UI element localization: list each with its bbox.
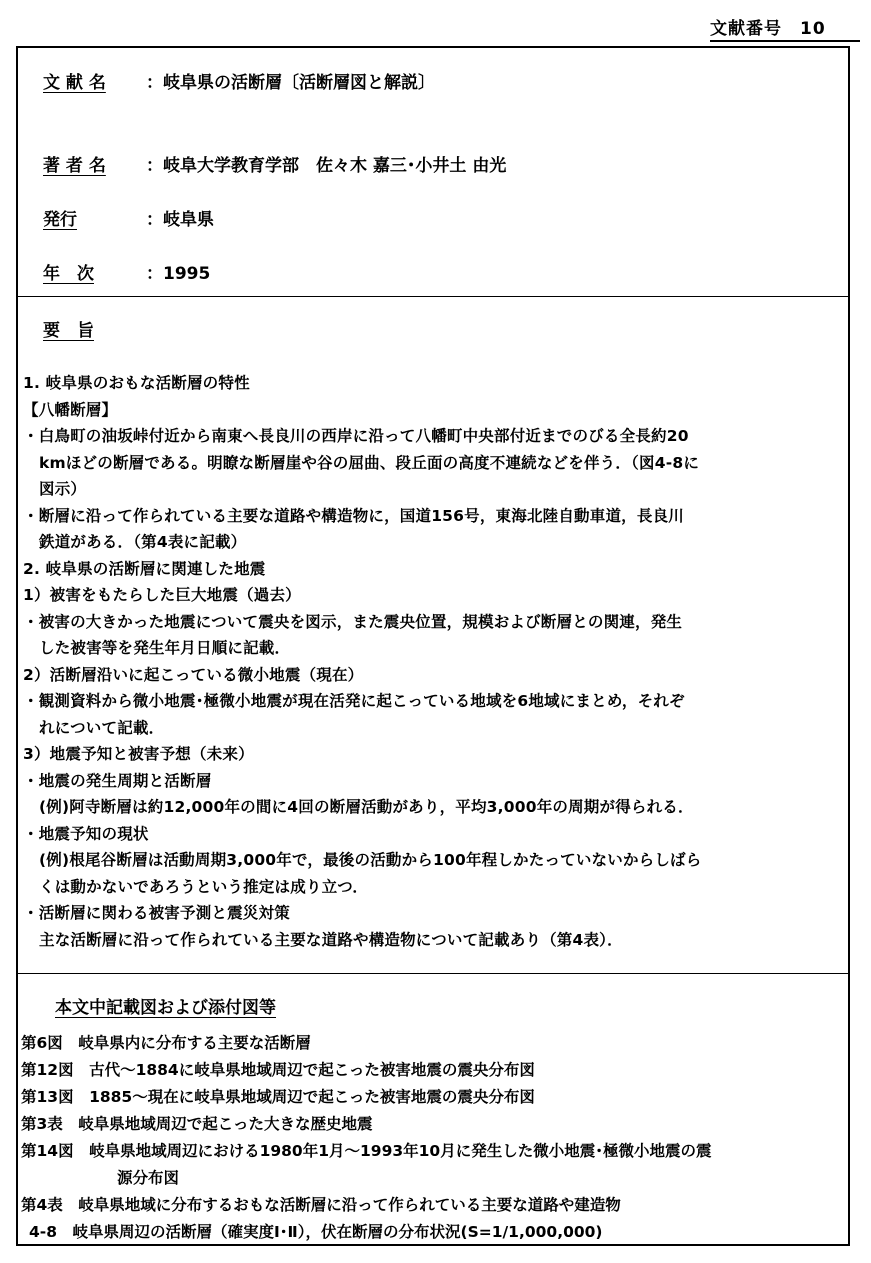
author-row xyxy=(43,151,506,176)
summary-line: 3）地震予知と被害予想（未来） xyxy=(23,745,254,763)
publisher-value: ：岐阜県 xyxy=(146,210,214,230)
summary-line: くは動かないであろうという推定は成り立つ． xyxy=(39,877,369,896)
summary-line: ・活断層に関わる被害予測と震災対策 xyxy=(23,904,290,922)
publisher-label: 発行 xyxy=(43,210,77,230)
summary-line: ・地震の発生周期と活断層 xyxy=(23,771,212,790)
summary-line: ・被害の大きかった地震について震央を図示，また震央位置，規模および断層との関連，発生 xyxy=(23,612,683,631)
summary-line: ・観測資料から微小地震･極微小地震が現在活発に起こっている地域を6地域にまとめ，それぞ xyxy=(23,692,685,710)
figure-line: 第3表 岐阜県地域周辺で起こった大きな歴史地震 xyxy=(21,1115,373,1133)
title-row xyxy=(43,68,435,93)
summary-line: した被害等を発生年月日順に記載． xyxy=(39,639,291,657)
year-row xyxy=(43,259,210,284)
publisher-row xyxy=(43,205,214,230)
figure-line: 源分布図 xyxy=(117,1169,180,1187)
year-label: 年 次 xyxy=(43,264,94,284)
figure-line: 4-8 岐阜県周辺の活断層（確実度Ⅰ･Ⅱ），伏在断層の分布状況(S=1/1,000,000) xyxy=(29,1223,603,1241)
year-value: ：1995 xyxy=(146,264,211,284)
summary-body xyxy=(23,370,849,953)
title-value: ：岐阜県の活断層〔活断層図と解説〕 xyxy=(146,73,435,93)
summary-line: 鉄道がある．（第4表に記載） xyxy=(39,533,247,551)
figures-heading: 本文中記載図および添付図等 xyxy=(55,998,276,1018)
document-number: 文献番号 10 xyxy=(710,14,860,42)
figure-line: 第13図 1885～現在に岐阜県地域周辺で起こった被害地震の震央分布図 xyxy=(21,1088,535,1106)
summary-line: れについて記載． xyxy=(39,718,165,737)
summary-line: ・断層に沿って作られている主要な道路や構造物に，国道156号，東海北陸自動車道，長良川 xyxy=(23,506,684,525)
figure-line: 第12図 古代～1884に岐阜県地域周辺で起こった被害地震の震央分布図 xyxy=(21,1061,535,1079)
summary-line: 2. 岐阜県の活断層に関連した地震 xyxy=(23,559,266,578)
title-label: 文 献 名 xyxy=(43,73,106,93)
summary-line: kmほどの断層である。明瞭な断層崖や谷の屈曲、段丘面の高度不連続などを伴う．（図4-8に xyxy=(39,453,700,472)
summary-line: 【八幡断層】 xyxy=(23,400,118,419)
author-label: 著 者 名 xyxy=(43,156,106,176)
summary-line: 1. 岐阜県のおもな活断層の特性 xyxy=(23,374,250,392)
author-value: ：岐阜大学教育学部 佐々木 嘉三･小井土 由光 xyxy=(146,156,507,176)
section-divider-header xyxy=(18,296,848,297)
summary-line: (例)阿寺断層は約12,000年の間に4回の断層活動があり，平均3,000年の周期が得られる． xyxy=(39,798,694,816)
summary-line: (例)根尾谷断層は活動周期3,000年で，最後の活動から100年程しかたっていないからしばら xyxy=(39,851,702,869)
figure-line: 第4表 岐阜県地域に分布するおもな活断層に沿って作られている主要な道路や建造物 xyxy=(21,1196,621,1214)
summary-line: ・地震予知の現状 xyxy=(23,824,149,843)
summary-line: 1）被害をもたらした巨大地震（過去） xyxy=(23,586,301,604)
summary-heading: 要 旨 xyxy=(43,321,94,341)
summary-line: 主な活断層に沿って作られている主要な道路や構造物について記載あり（第4表）． xyxy=(39,930,623,949)
section-divider-summary xyxy=(18,973,848,974)
figure-line: 第6図 岐阜県内に分布する主要な活断層 xyxy=(21,1034,311,1052)
summary-line: 2）活断層沿いに起こっている微小地震（現在） xyxy=(23,665,364,684)
summary-line: 図示） xyxy=(39,480,87,498)
figures-list xyxy=(21,1030,847,1246)
figure-line: 第14図 岐阜県地域周辺における1980年1月～1993年10月に発生した微小地震･極微小地震の震 xyxy=(21,1142,712,1160)
summary-line: ・白鳥町の油坂峠付近から南東へ長良川の西岸に沿って八幡町中央部付近までのびる全長約20 xyxy=(23,427,689,445)
document-frame xyxy=(16,46,850,1246)
